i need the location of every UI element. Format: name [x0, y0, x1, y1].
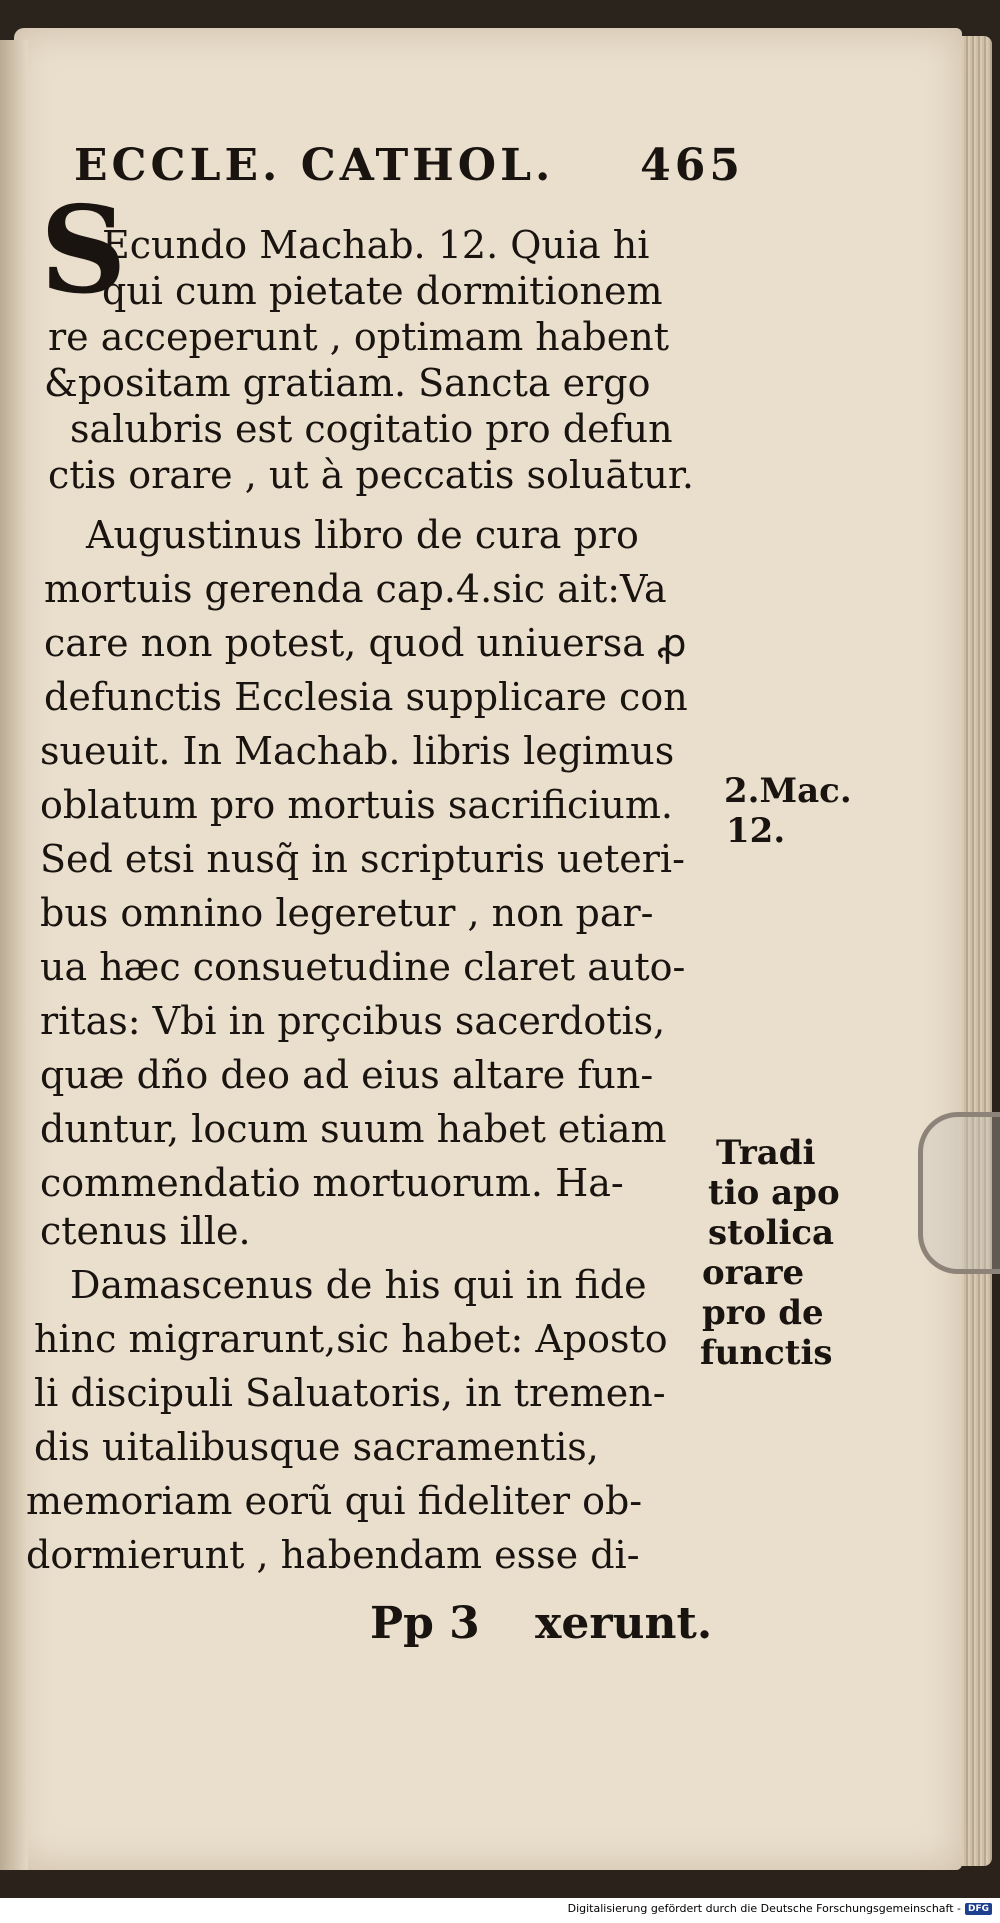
margin-note-tradition: orare	[702, 1253, 805, 1293]
text-line: Augustinus libro de cura pro	[86, 513, 639, 557]
text-line: &positam gratiam. Sancta ergo	[44, 361, 651, 405]
text-line: memoriam eorũ qui fideliter ob-	[26, 1479, 643, 1523]
margin-note-tradition: pro de	[702, 1293, 824, 1333]
text-line: oblatum pro mortuis sacrificium.	[40, 783, 673, 827]
credit-text: Digitalisierung gefördert durch die Deutsche Forschungsgemeinschaft -	[567, 1902, 961, 1915]
text-line: dis uitalibusque sacramentis,	[34, 1425, 599, 1469]
margin-note-tradition: functis	[700, 1333, 833, 1373]
text-line: care non potest, quod uniuersa ꝓ	[44, 621, 687, 665]
text-line: Damascenus de his qui in fide	[70, 1263, 647, 1307]
margin-note-reference: 2.Mac.	[724, 771, 852, 811]
text-line: ctis orare , ut à peccatis soluātur.	[48, 453, 694, 497]
running-header	[74, 140, 744, 191]
text-line: bus omnino legeretur , non par-	[40, 891, 654, 935]
text-line: salubris est cogitatio pro defun	[70, 407, 673, 451]
text-line: ritas: Vbi in prçcibus sacerdotis,	[40, 999, 666, 1043]
text-line: mortuis gerenda cap.4.sic ait:Va	[44, 567, 667, 611]
text-line: Ecundo Machab. 12. Quia hi	[102, 223, 650, 267]
margin-note-tradition: Tradi	[716, 1133, 816, 1173]
text-line: quæ dño deo ad eius altare fun-	[40, 1053, 654, 1097]
text-line: re acceperunt , optimam habent	[48, 315, 669, 359]
running-title: ECCLE. CATHOL.	[74, 140, 555, 191]
book-gutter	[0, 40, 28, 1870]
dfg-logo-icon: DFG	[965, 1903, 992, 1915]
text-line: duntur, locum suum habet etiam	[40, 1107, 667, 1151]
page-number: 465	[640, 140, 744, 191]
text-line: hinc migrarunt,sic habet: Aposto	[34, 1317, 668, 1361]
drop-cap: S	[40, 180, 127, 321]
catchword: xerunt.	[535, 1598, 713, 1649]
text-line: sueuit. In Machab. libris legimus	[40, 729, 675, 773]
text-line: qui cum pietate dormitionem	[102, 269, 663, 313]
text-line: ua hæc consuetudine claret auto-	[40, 945, 686, 989]
book-clasp	[918, 1112, 1000, 1274]
text-line: ctenus ille.	[40, 1209, 251, 1253]
digitization-credit	[568, 1902, 992, 1915]
text-line: Sed etsi nusq̃ in scripturis ueteri-	[40, 837, 685, 881]
text-line: dormierunt , habendam esse di-	[26, 1533, 640, 1577]
text-line: defunctis Ecclesia supplicare con	[44, 675, 688, 719]
text-line: li discipuli Saluatoris, in tremen-	[34, 1371, 666, 1415]
page-footer	[370, 1598, 712, 1649]
text-line: commendatio mortuorum. Ha-	[40, 1161, 624, 1205]
margin-note-tradition: tio apo	[708, 1173, 840, 1213]
margin-note-reference: 12.	[726, 811, 786, 851]
margin-note-tradition: stolica	[708, 1213, 835, 1253]
signature-mark: Pp 3	[370, 1598, 480, 1649]
